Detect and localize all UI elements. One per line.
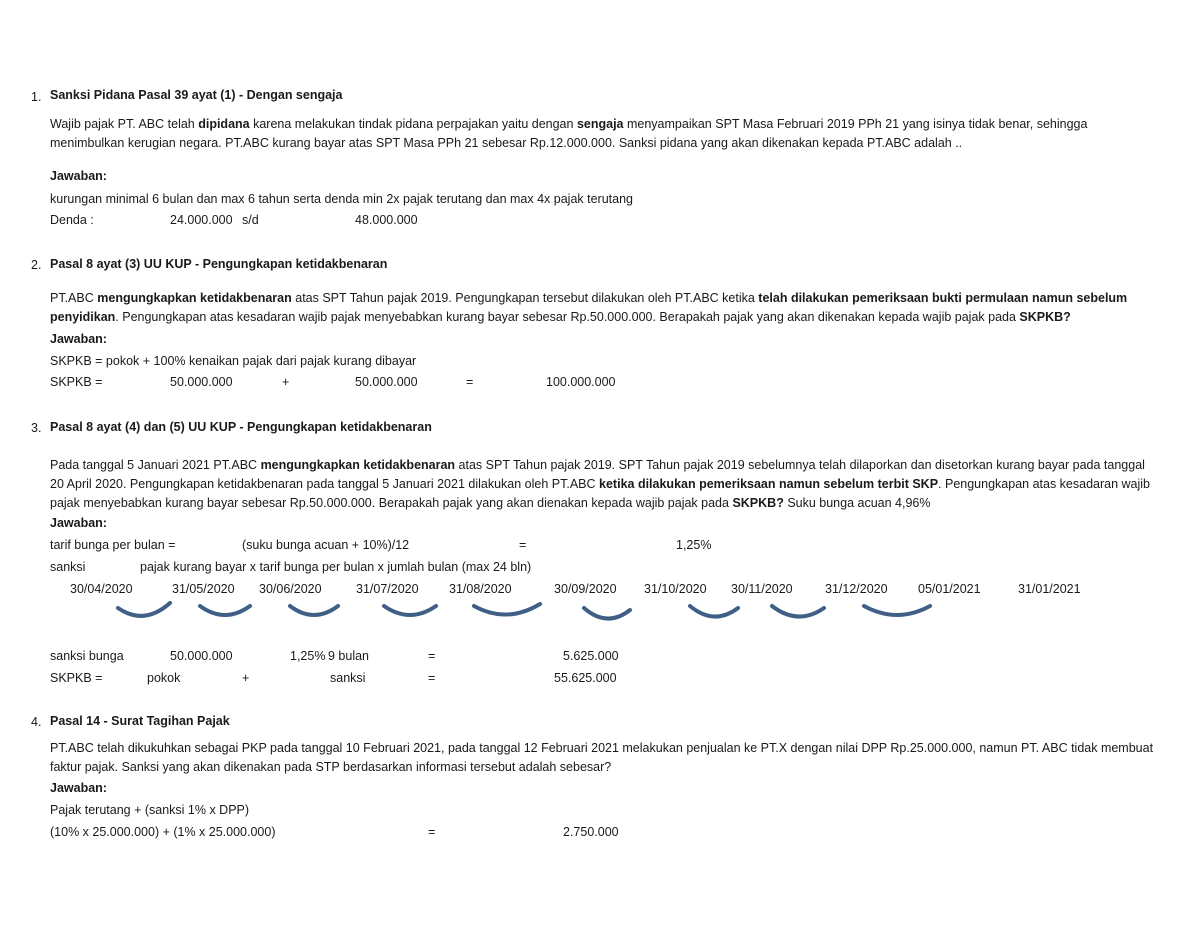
- denda-min: 24.000.000: [170, 213, 233, 227]
- item-number-2: 2.: [31, 258, 42, 272]
- section-2-question: PT.ABC mengungkapkan ketidakbenaran atas SPT Tahun pajak 2019. Pengungkapan tersebut dilakukan oleh PT.ABC ketika telah dilakukan pemeriksaan bukti permulaan namun sebelum penyidikan. Pengungkapan atas kesadaran wajib pajak menyebabkan kurang bayar sebesar Rp.50.000.000. Berapakah pajak yang akan dikenakan kepada wajib pajak pada SKPKB?: [50, 291, 1128, 324]
- section-4-formula: Pajak terutang + (sanksi 1% x DPP): [50, 803, 250, 817]
- tarif-value: 1,25%: [676, 538, 712, 552]
- skpkb-total-value: 55.625.000: [554, 671, 617, 685]
- month-arc: [690, 606, 738, 617]
- section-4-answer-label: Jawaban:: [50, 781, 107, 795]
- skpkb-label: SKPKB =: [50, 375, 103, 389]
- item-number-1: 1.: [31, 90, 42, 104]
- month-arc: [584, 608, 630, 619]
- sanksi-bunga-equals: =: [428, 649, 436, 663]
- skpkb-result: 100.000.000: [546, 375, 616, 389]
- timeline-date: 31/07/2020: [356, 582, 419, 596]
- sanksi-bunga-label: sanksi bunga: [50, 649, 124, 663]
- section-1-question: Wajib pajak PT. ABC telah dipidana karena melakukan tindak pidana perpajakan yaitu dengan sengaja menyampaikan SPT Masa Februari 2019 PPh 21 yang isinya tidak benar, sehingga menimbulkan kerugian negara. PT.ABC kurang bayar atas SPT Masa PPh 21 sebesar Rp.12.000.000. Sanksi pidana yang akan dikenakan kepada PT.ABC adalah ..: [50, 117, 1088, 150]
- sanksi-bunga-months: 9 bulan: [328, 649, 370, 663]
- section-4-result: 2.750.000: [563, 825, 619, 839]
- section-3-title: Pasal 8 ayat (4) dan (5) UU KUP - Pengungkapan ketidakbenaran: [50, 420, 432, 434]
- section-1-answer-text: kurungan minimal 6 bulan dan max 6 tahun serta denda min 2x pajak terutang dan max 4x pajak terutang: [50, 192, 634, 206]
- section-2-title: Pasal 8 ayat (3) UU KUP - Pengungkapan ketidakbenaran: [50, 257, 388, 271]
- section-4-equals: =: [428, 825, 436, 839]
- tarif-equals: =: [519, 538, 527, 552]
- item-number-3: 3.: [31, 421, 42, 435]
- section-4-title: Pasal 14 - Surat Tagihan Pajak: [50, 714, 230, 728]
- denda-max: 48.000.000: [355, 213, 418, 227]
- timeline-date: 31/12/2020: [825, 582, 888, 596]
- section-3-answer-label: Jawaban:: [50, 516, 107, 530]
- tarif-formula: (suku bunga acuan + 10%)/12: [242, 538, 410, 552]
- sanksi-formula: pajak kurang bayar x tarif bunga per bulan x jumlah bulan (max 24 bln): [140, 560, 532, 574]
- tarif-label: tarif bunga per bulan =: [50, 538, 176, 552]
- month-arc: [384, 606, 436, 615]
- section-2-answer-label: Jawaban:: [50, 332, 107, 346]
- sanksi-label: sanksi: [50, 560, 86, 574]
- item-number-4: 4.: [31, 715, 42, 729]
- timeline-date: 30/11/2020: [731, 582, 793, 596]
- month-arc: [200, 606, 250, 615]
- skpkb-sanksi-label: sanksi: [330, 671, 366, 685]
- month-arc: [290, 606, 338, 615]
- section-4-calculation: (10% x 25.000.000) + (1% x 25.000.000): [50, 825, 276, 839]
- denda-sd: s/d: [242, 213, 259, 227]
- skpkb-total-equals: =: [428, 671, 436, 685]
- section-1-title: Sanksi Pidana Pasal 39 ayat (1) - Dengan sengaja: [50, 88, 343, 102]
- denda-label: Denda :: [50, 213, 94, 227]
- timeline-date: 30/09/2020: [554, 582, 617, 596]
- skpkb-total-label: SKPKB =: [50, 671, 103, 685]
- section-3-question: Pada tanggal 5 Januari 2021 PT.ABC mengungkapkan ketidakbenaran atas SPT Tahun pajak 2019. SPT Tahun pajak 2019 sebelumnya telah dilaporkan dan disetorkan kurang bayar pada tanggal 20 April 2020. Pengungkapan ketidakbenaran pada tanggal 5 Januari 2021 dilakukan oleh PT.ABC ketika dilakukan pemeriksaan namun sebelum terbit SKP. Pengungkapan atas kesadaran wajib pajak menyebabkan kurang bayar sebesar Rp.50.000.000. Berapakah pajak yang akan dienakan kepada wajib pajak pada SKPKB? Suku bunga acuan 4,96%: [50, 458, 1151, 510]
- section-1-answer-label: Jawaban:: [50, 169, 107, 183]
- timeline-date: 31/10/2020: [644, 582, 707, 596]
- timeline-date: 31/05/2020: [172, 582, 235, 596]
- timeline-date: 30/06/2020: [259, 582, 322, 596]
- timeline-date: 05/01/2021: [918, 582, 981, 596]
- month-arc: [864, 606, 930, 615]
- skpkb-pokok-label: pokok: [147, 671, 181, 685]
- skpkb-pokok-value: 50.000.000: [170, 375, 233, 389]
- month-arc: [772, 606, 824, 617]
- skpkb-plus: +: [242, 671, 250, 685]
- sanksi-bunga-value: 5.625.000: [563, 649, 619, 663]
- month-arc: [474, 604, 540, 615]
- timeline-date: 30/04/2020: [70, 582, 133, 596]
- sanksi-bunga-rate: 1,25%: [290, 649, 326, 663]
- plus-sign: +: [282, 375, 290, 389]
- section-4-question: PT.ABC telah dikukuhkan sebagai PKP pada tanggal 10 Februari 2021, pada tanggal 12 Februari 2021 melakukan penjualan ke PT.X dengan nilai DPP Rp.25.000.000, namun PT. ABC tidak membuat faktur pajak. Sanksi yang akan dikenakan pada STP berdasarkan informasi tersebut adalah sebesar?: [50, 741, 1154, 774]
- timeline-date: 31/01/2021: [1018, 582, 1081, 596]
- equals-sign: =: [466, 375, 474, 389]
- month-arc: [118, 603, 170, 616]
- skpkb-kenaikan-value: 50.000.000: [355, 375, 418, 389]
- section-2-formula: SKPKB = pokok + 100% kenaikan pajak dari pajak kurang dibayar: [50, 354, 417, 368]
- timeline-date: 31/08/2020: [449, 582, 512, 596]
- sanksi-bunga-base: 50.000.000: [170, 649, 233, 663]
